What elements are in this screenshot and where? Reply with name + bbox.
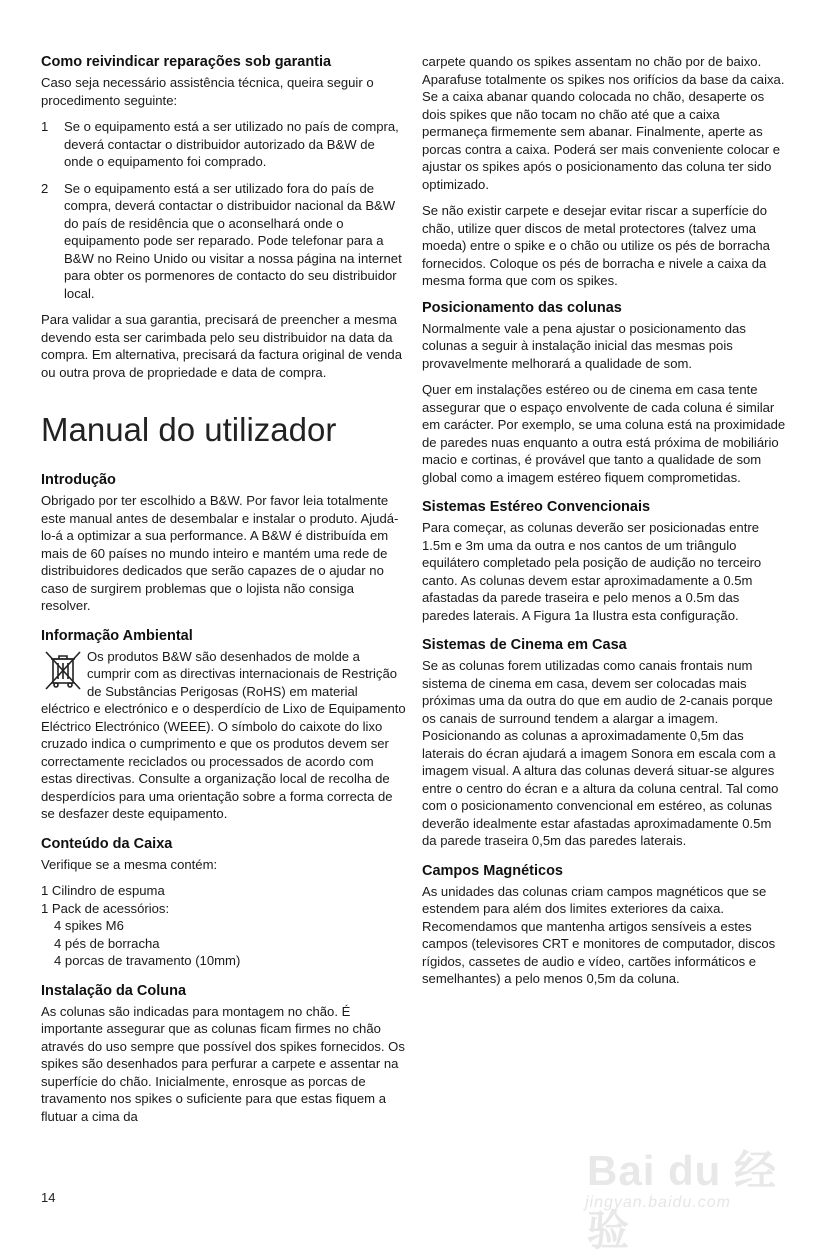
right-column [422,53,788,1000]
warranty-outro: Para validar a sua garantia, precisará de preencher a mesma devendo esta ser carimbada pelo seu distribuidor na data da compra. Em alternativa, precisará da factura original de venda ou outra prova de propriedade e data de compra. [41,312,402,380]
environment-text-block [41,648,407,823]
positioning-text-2: Quer em instalações estéreo ou de cinema em casa tente assegurar que o espaço envolvente de cada coluna é similar em carácter. Por exemplo, se uma coluna está na proximidade de paredes nuas enquanto a outra está próxima de mobiliário macio e cortinas, é provável que tanto a qualidade de som global como a imagem estéreo fiquem comprometidas. [422,382,786,485]
positioning-section [422,299,788,487]
list-item: 1 Pack de acessórios: [41,900,170,916]
installation-continued-2: Se não existir carpete e desejar evitar riscar a superfície do chão, utilize quer discos de metal protectores (talvez uma moeda) entre o spike e o chão ou utilize os pés de borracha fornecidos. Coloque os pés de borracha e nivele a caixa da mesma forma que com os spikes. [422,203,770,288]
cinema-heading: Sistemas de Cinema em Casa [422,637,627,653]
environment-text: Os produtos B&W são desenhados de molde a cumprir com as directivas internacionais de Restrição de Substâncias Perigosas (RoHS) em material eléctrico e electrónico e o desperdício de Lixo de Equipamento Eléctrico Electrónico (WEEE). O símbolo do caixote do lixo cruzado indica o cumprimento e que os produtos devem ser correctamente reciclados ou processados de acordo com estas directivas. Consulte a organização local de recolha de desperdícios para uma orientação sobre a forma correcta de se desfazer deste equipamento. [41,648,406,821]
environment-heading: Informação Ambiental [41,627,193,644]
contents-list [41,882,407,970]
magnetic-section [422,862,788,988]
installation-text: As colunas são indicadas para montagem no chão. É importante assegurar que as colunas ficam firmes no chão através do uso sempre que possível dos spikes fornecidos. Os spikes são desenhados para perfurar a carpete e assentar na superfície do chão. Inicialmente, enrosque as porcas de travamento nos spikes o suficiente para que estas fiquem a flutuar a cima da [41,1003,405,1124]
installation-heading: Instalação da Coluna [41,982,187,999]
list-item-number: 2 [41,180,49,196]
contents-section [41,835,407,970]
list-item-text: Se o equipamento está a ser utilizado fora do país de compra, deverá contactar o distribuidor nacional da B&W do país de residência que o aconselhará onde o equipamento pode ser reparado. Pode telefonar para a B&W no Reino Unido ou visitar a nossa página na internet para obter os pormenores de contacto do seu distribuidor local. [64,180,402,301]
cinema-text: Se as colunas forem utilizadas como canais frontais num sistema de cinema em casa, devem ser colocadas mais próximas uma da outra do que em audio de 2-canais porque os canais de surround tendem a alargar a imagem. Posicionando as colunas a aproximadamente 0,5m das laterais do écran ajudará a imagem Sonora em escala com a imagem visual. A altura das colunas deverá situar-se algures entre o centro do écran e a altura da coluna central. Tal como com o posicionamento convencional em estéreo, as colunas deverão idealmente estar afastadas aproximadamente 0.5m da parede traseira 0,5m das paredes laterais. [422,658,779,848]
intro-section [41,471,407,615]
positioning-heading: Posicionamento das colunas [422,299,622,316]
intro-heading: Introdução [41,472,116,488]
installation-continued: carpete quando os spikes assentam no chão por de baixo. Aparafuse totalmente os spikes nos orifícios da base da caixa. Se a caixa abanar quando colocada no chão, desaperte os dois spikes que não tocam no chão até que a caixa permaneça firmemente sem abanar. Finalmente, aperte as porcas contra a caixa. Poderá ser mais conveniente colocar e ajustar os spikes após o posicionamento das coluna ter sido optimizado. [422,54,785,192]
stereo-section [422,498,788,624]
list-item: 4 pés de borracha [54,935,160,951]
installation-section [41,982,407,1126]
page-number: 14 [41,1190,56,1205]
list-item [41,180,407,303]
cinema-section [422,636,788,850]
contents-heading: Conteúdo da Caixa [41,835,173,852]
magnetic-text: As unidades das colunas criam campos magnéticos que se estendem para além dos limites exteriores da caixa. Recomendamos que mantenha artigos sensíveis a estes campos (televisores CRT e monitores de computador, discos rígidos, cassetes de audio e vídeo, cartões informáticos e semelhantes) a pelo menos 0,5m da coluna. [422,883,776,986]
list-item: 4 spikes M6 [54,918,124,933]
stereo-heading: Sistemas Estéreo Convencionais [422,499,651,515]
list-item-text: Se o equipamento está a ser utilizado no país de compra, deverá contactar o distribuidor autorizado da B&W de onde o equipamento foi comprado. [64,119,399,169]
watermark-logo: Bai du 经验 [587,1147,778,1254]
left-column [41,53,407,1137]
manual-title: Manual do utilizador [41,411,337,448]
positioning-text-1: Normalmente vale a pena ajustar o posicionamento das colunas a seguir à instalação inicial das mesmas pois provavelmente melhorará a qualidade de som. [422,320,746,371]
list-item: 1 Cilindro de espuma [41,883,165,898]
environment-section [41,627,407,823]
warranty-section [41,53,407,381]
watermark-url: jingyan.baidu.com [585,1194,731,1211]
warranty-intro: Caso seja necessário assistência técnica, queira seguir o procedimento seguinte: [41,75,374,108]
warranty-steps [41,118,407,302]
magnetic-heading: Campos Magnéticos [422,862,563,879]
weee-crossed-bin-icon [41,648,85,692]
contents-intro: Verifique se a mesma contém: [41,856,218,872]
intro-text: Obrigado por ter escolhido a B&W. Por favor leia totalmente este manual antes de desembalar e instalar o produto. Ajudá-lo-á a optimizar a sua performance. A B&W é distribuída em mais de 60 países no mundo inteiro e mantém uma rede de distribuidores dedicados que serão capazes de o ajudar no caso de surgirem problemas que o lojista não consiga resolver. [41,493,399,613]
list-item: 4 porcas de travamento (10mm) [54,953,241,968]
list-item [41,118,407,171]
stereo-text: Para começar, as colunas deverão ser posicionadas entre 1.5m e 3m uma da outra e nos cantos de um triângulo equilátero completado pela posição de audição no terceiro canto. As colunas devem estar aproximadamente a 0.5m afastadas da parede traseira e pelo menos a 0.5m das paredes laterais. A Figura 1a Ilustra esta configuração. [422,520,762,623]
list-item-number: 1 [41,119,49,134]
baidu-watermark [585,1130,785,1254]
warranty-heading: Como reivindicar reparações sob garantia [41,54,332,70]
